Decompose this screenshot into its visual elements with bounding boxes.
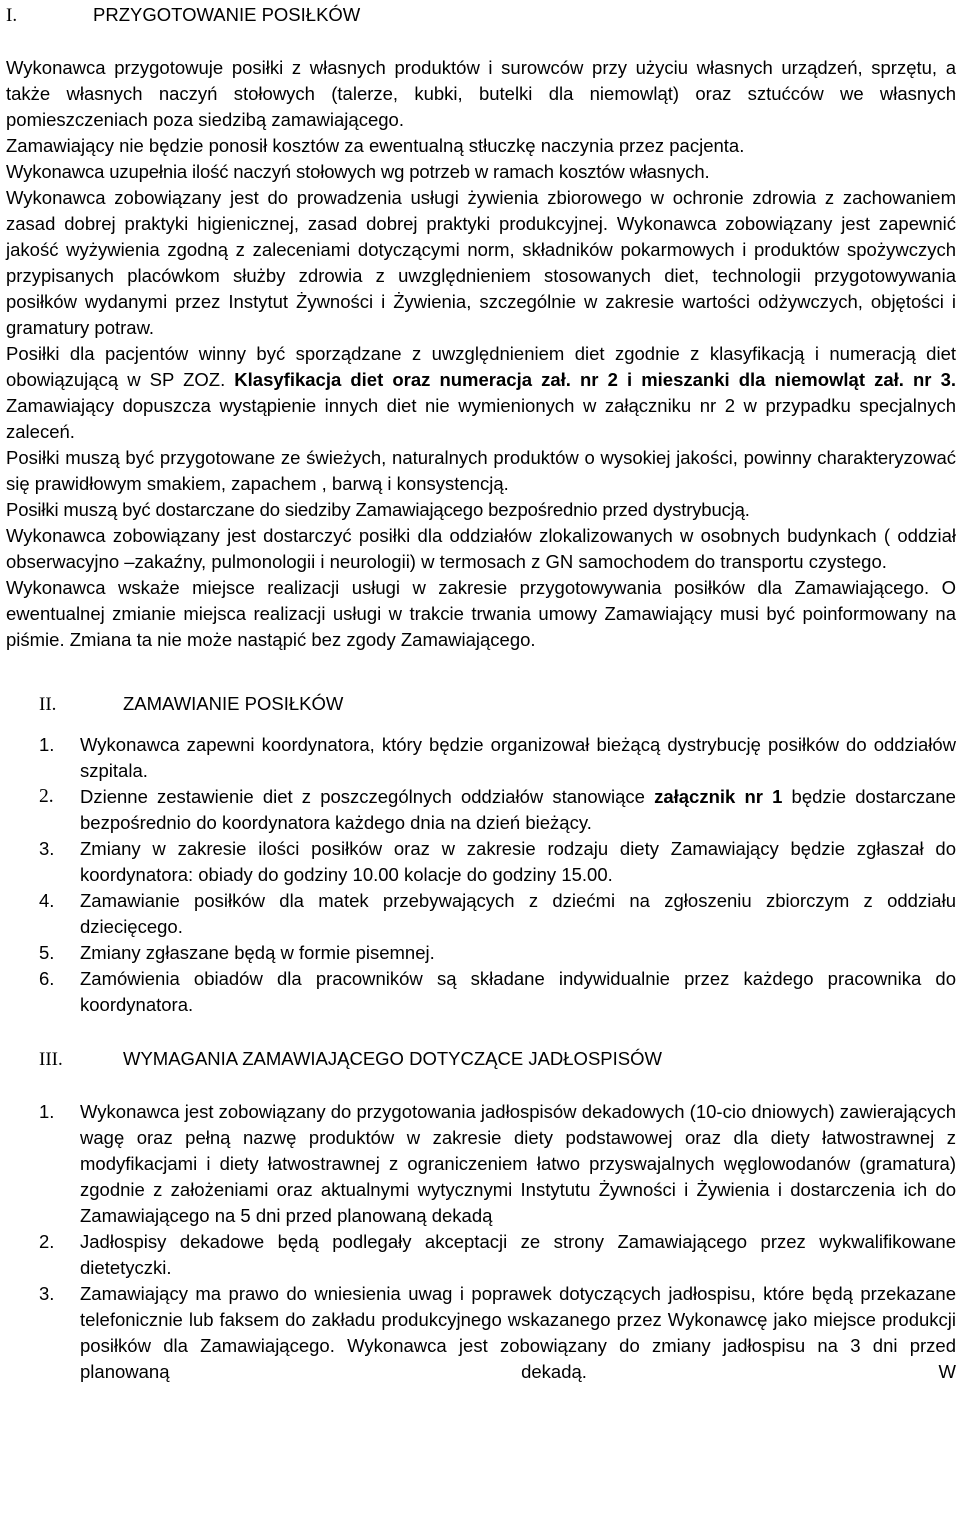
section-title: ZAMAWIANIE POSIŁKÓW bbox=[123, 693, 344, 714]
paragraph-diets-text: Posiłki dla pacjentów winny być sporządzane z uwzględnieniem diet zgodnie z klasyfikacją i numeracją diet obowiązującą w SP ZOZ. bbox=[6, 343, 956, 390]
list-item bbox=[39, 940, 956, 966]
list-item bbox=[39, 1229, 956, 1281]
item-text-part: będzie dostarczane bezpośrednio do koordynatora każdego dnia na dzień bieżący. bbox=[80, 786, 956, 833]
section-heading-2 bbox=[39, 691, 956, 718]
item-text: Zmiany w zakresie ilości posiłków oraz w zakresie rodzaju diety Zamawiający będzie zgłaszał do koordynatora: obiady do godziny 10.00 kolacje do godziny 15.00. bbox=[80, 838, 956, 885]
item-number: 1. bbox=[39, 734, 55, 755]
item-number: 6. bbox=[39, 968, 55, 989]
item-number: 1. bbox=[39, 1101, 55, 1122]
paragraph: Wykonawca zobowiązany jest do prowadzenia usługi żywienia zbiorowego w ochronie zdrowia z zachowaniem zasad dobrej praktyki higienicznej, zasad dobrej praktyki produkcyjnej. Wykonawca zobowiązany jest zapewnić jakość wyżywienia zgodną z zaleceniami dotyczącymi norm, składników pokarmowych i produktów spożywczych przypisanych placówkom służby zdrowia z uwzględnieniem stosowanych diet, technologii przygotowywania posiłków wydanymi przez Instytut Żywności i Żywienia, szczególnie w zakresie wartości odżywczych, objętości i gramatury potraw. bbox=[6, 187, 956, 338]
item-text: Zamawiający ma prawo do wniesienia uwag i poprawek dotyczących jadłospisu, które będą przekazane telefonicznie lub faksem do zakładu produkcyjnego wskazanego przez Wykonawcę jako miejsce produkcji posiłków dla Zamawiającego. Wykonawca jest zobowiązany do zmiany jadłospisu na 3 dni przed planowaną dekadą. W bbox=[80, 1283, 956, 1382]
item-number: 5. bbox=[39, 942, 55, 963]
paragraph-diets-text-2: Zamawiający dopuszcza wystąpienie innych diet nie wymienionych w załączniku nr 2 w przypadku specjalnych zaleceń. bbox=[6, 395, 956, 442]
section-title: PRZYGOTOWANIE POSIŁKÓW bbox=[93, 4, 361, 25]
paragraph: Posiłki muszą być dostarczane do siedziby Zamawiającego bezpośrednio przed dystrybucją. bbox=[6, 499, 750, 520]
paragraph: Wykonawca wskaże miejsce realizacji usługi w zakresie przygotowywania posiłków dla Zamawiającego. O ewentualnej zmianie miejsca realizacji usługi w trakcie trwania umowy Zamawiający musi być poinformowany na piśmie. Zmiana ta nie może nastąpić bez zgody Zamawiającego. bbox=[6, 577, 956, 650]
item-text bbox=[80, 784, 956, 836]
item-number: 2. bbox=[39, 1231, 55, 1252]
section-number: II. bbox=[39, 694, 57, 715]
list-item bbox=[39, 784, 956, 836]
section-heading-1 bbox=[6, 0, 956, 29]
diet-classification-reference: Klasyfikacja diet oraz numeracja zał. nr 2 i mieszanki dla niemowląt zał. nr 3. bbox=[234, 369, 956, 390]
section-2-list bbox=[6, 732, 956, 1018]
item-number: 4. bbox=[39, 890, 55, 911]
section-number: III. bbox=[39, 1049, 63, 1070]
attachment-reference: załącznik nr 1 bbox=[654, 786, 783, 807]
item-text: Wykonawca jest zobowiązany do przygotowania jadłospisów dekadowych (10-cio dniowych) zawierających wagę oraz pełną nazwę produktów w zakresie diety podstawowej oraz dla diety łatwostrawnej z modyfikacjami i diety łatwostrawnej z ograniczeniem łatwo przyswajalnych węglowodanów (gramatura) zgodnie z założeniami oraz aktualnymi wytycznymi Instytutu Żywności i Żywienia i dostarczenia ich do Zamawiającego na 5 dni przed planowaną dekadą bbox=[80, 1101, 956, 1226]
item-text-part: Dzienne zestawienie diet z poszczególnych oddziałów stanowiące bbox=[80, 786, 655, 807]
section-3-list bbox=[6, 1099, 956, 1385]
paragraph: Zamawiający nie będzie ponosił kosztów za ewentualną stłuczkę naczynia przez pacjenta. bbox=[6, 135, 745, 156]
item-number: 2. bbox=[39, 786, 54, 807]
paragraph: Wykonawca zobowiązany jest dostarczyć posiłki dla oddziałów zlokalizowanych w osobnych budynkach ( oddział obserwacyjno –zakaźny, pulmonologii i neurologii) w termosach z GN samochodem do transportu czystego. bbox=[6, 525, 956, 572]
item-text: Zamówienia obiadów dla pracowników są składane indywidualnie przez każdego pracownika do koordynatora. bbox=[80, 968, 956, 1015]
list-item bbox=[39, 732, 956, 784]
list-item bbox=[39, 966, 956, 1018]
section-number: I. bbox=[6, 5, 18, 26]
list-item bbox=[39, 836, 956, 888]
item-text: Wykonawca zapewni koordynatora, który będzie organizował bieżącą dystrybucję posiłków do oddziałów szpitala. bbox=[80, 734, 956, 781]
paragraph: Wykonawca przygotowuje posiłki z własnych produktów i surowców przy użyciu własnych urządzeń, sprzętu, a także własnych naczyń stołowych (talerze, kubki, butelki dla niemowląt) oraz sztućców we własnych pomieszczeniach poza siedzibą zamawiającego. bbox=[6, 57, 956, 130]
section-title: WYMAGANIA ZAMAWIAJĄCEGO DOTYCZĄCE JADŁOSPISÓW bbox=[123, 1048, 662, 1069]
section-heading-3 bbox=[39, 1046, 956, 1073]
paragraph: Posiłki muszą być przygotowane ze świeżych, naturalnych produktów o wysokiej jakości, powinny charakteryzować się prawidłowym smakiem, zapachem , barwą i konsystencją. bbox=[6, 447, 956, 494]
list-item bbox=[39, 888, 956, 940]
section-1-body bbox=[6, 55, 956, 653]
item-text: Zmiany zgłaszane będą w formie pisemnej. bbox=[80, 942, 435, 963]
item-text: Jadłospisy dekadowe będą podlegały akceptacji ze strony Zamawiającego przez wykwalifikowane dietetyczki. bbox=[80, 1231, 956, 1278]
paragraph-diets bbox=[6, 341, 956, 445]
list-item bbox=[39, 1281, 956, 1385]
list-item bbox=[39, 1099, 956, 1229]
item-text: Zamawianie posiłków dla matek przebywających z dziećmi na zgłoszeniu zbiorczym z oddziału dziecięcego. bbox=[80, 890, 956, 937]
document-page bbox=[6, 0, 956, 1385]
item-number: 3. bbox=[39, 1283, 55, 1304]
paragraph: Wykonawca uzupełnia ilość naczyń stołowych wg potrzeb w ramach kosztów własnych. bbox=[6, 161, 710, 182]
item-number: 3. bbox=[39, 838, 55, 859]
